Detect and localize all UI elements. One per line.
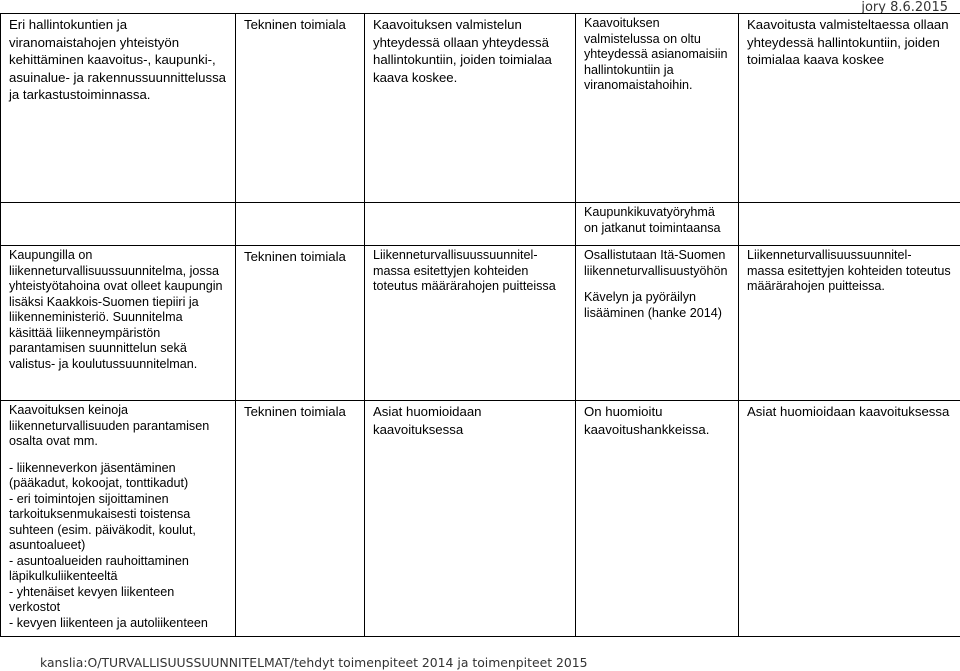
cell-goal: Eri hallintokuntien ja viranomaistahojen yhteistyön kehittäminen kaavoitus-, kaupunki-, asuinalue- ja rakennussuunnittelussa ja tarkastustoiminnassa. <box>1 14 236 203</box>
cell-goal: Kaupungilla on liikenneturvallisuussuunnitelma, jossa yhteistyötahoina ovat olleet kaupungin lisäksi Kaakkois-Suomen tiepiiri ja liikenneministeriö. Suunnitelma käsittää liikenneympäristön parantamisen suunnittelun sekä valistus- ja koulutussuunnitelman. <box>1 246 236 401</box>
table-row <box>1 203 960 246</box>
table-row <box>1 246 960 401</box>
cell-done-2014: Kaupunkikuvatyöryhmä on jatkanut toimintaansa <box>576 203 739 246</box>
cell-goal <box>1 203 236 246</box>
cell-measures-2015: Liikenneturvallisuussuunnitel- massa esitettyjen kohteiden toteutus määrärahojen puitteissa. <box>739 246 960 401</box>
document-date: jory 8.6.2015 <box>861 0 948 15</box>
cell-measures <box>365 203 576 246</box>
table-row <box>1 14 960 203</box>
cell-text: Kävelyn ja pyöräilyn lisääminen (hanke 2014) <box>584 290 722 320</box>
cell-responsible: Tekninen toimiala <box>236 14 365 203</box>
cell-responsible: Tekninen toimiala <box>236 401 365 637</box>
cell-responsible: Tekninen toimiala <box>236 246 365 401</box>
cell-done-2014: On huomioitu kaavoitushankkeissa. <box>576 401 739 637</box>
cell-responsible <box>236 203 365 246</box>
table-row <box>1 401 960 637</box>
footer-path: kanslia:O/TURVALLISUUSSUUNNITELMAT/tehdyt toimenpiteet 2014 ja toimenpiteet 2015 <box>40 655 588 670</box>
measures-table <box>0 13 960 637</box>
cell-done-2014: Kaavoituksen valmistelussa on oltu yhteydessä asianomaisiin hallintokuntiin ja viranomaistahoihin. <box>576 14 739 203</box>
cell-text: Kaavoituksen keinoja liikenneturvallisuuden parantamisen osalta ovat mm. <box>9 403 210 448</box>
cell-measures: Liikenneturvallisuussuunnitel- massa esitettyjen kohteiden toteutus määrärahojen puitteissa <box>365 246 576 401</box>
cell-text: Osallistutaan Itä-Suomen liikenneturvallisuustyöhön <box>584 248 728 278</box>
cell-measures: Kaavoituksen valmistelun yhteydessä ollaan yhteydessä hallintokuntiin, joiden toimialaa kaava koskee. <box>365 14 576 203</box>
cell-measures-2015: Asiat huomioidaan kaavoituksessa <box>739 401 960 637</box>
cell-measures-2015 <box>739 203 960 246</box>
cell-measures-2015: Kaavoitusta valmisteltaessa ollaan yhteydessä hallintokuntiin, joiden toimialaa kaava koskee <box>739 14 960 203</box>
cell-measures: Asiat huomioidaan kaavoituksessa <box>365 401 576 637</box>
cell-list: - liikenneverkon jäsentäminen (pääkadut, kokoojat, tonttikadut) - eri toimintojen sijoittaminen tarkoituksenmukaisesti toistensa suhteen (esim. päiväkodit, koulut, asuntoalueet) - asuntoalueiden rauhoittaminen läpikulkuliikenteeltä - yhtenäiset kevyen liikenteen verkostot - kevyen liikenteen ja autoliikenteen <box>9 460 208 630</box>
cell-goal <box>1 401 236 637</box>
cell-done-2014 <box>576 246 739 401</box>
